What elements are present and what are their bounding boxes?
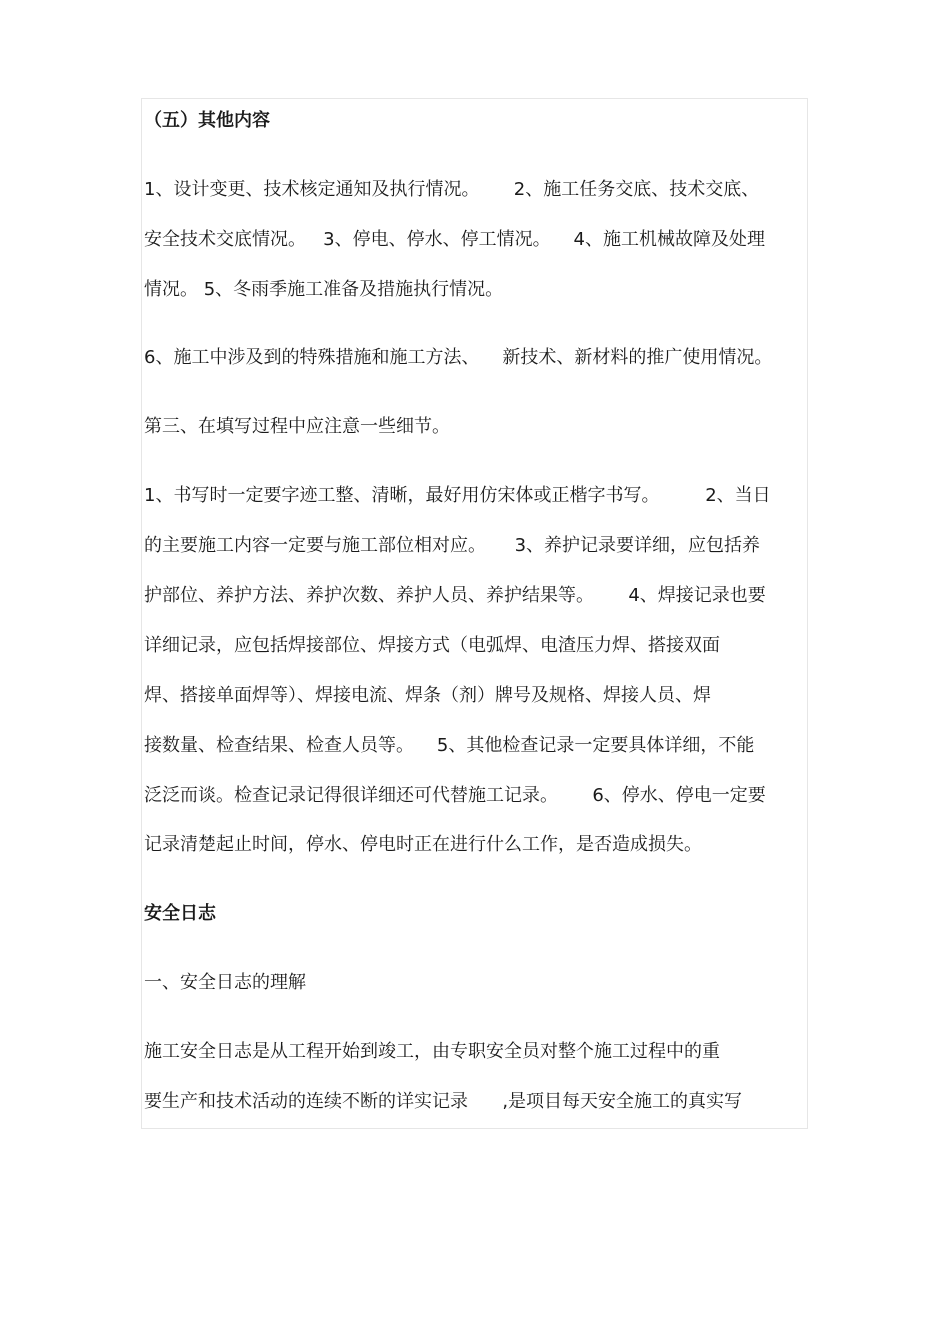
paragraph-line: 情况。 5、冬雨季施工准备及措施执行情况。 (144, 279, 504, 300)
section-heading-safety: 安全日志 (144, 903, 216, 924)
paragraph-line: 记录清楚起止时间，停水、停电时正在进行什么工作，是否造成损失。 (144, 834, 702, 855)
paragraph-line: 安全技术交底情况。 3、停电、停水、停工情况。 4、施工机械故障及处理 (144, 229, 765, 250)
paragraph-line: 6、施工中涉及到的特殊措施和施工方法、 新技术、新材料的推广使用情况。 (144, 347, 773, 368)
paragraph-line: 1、设计变更、技术核定通知及执行情况。 2、施工任务交底、技术交底、 (144, 179, 760, 200)
paragraph-line: 焊、搭接单面焊等）、焊接电流、焊条（剂）牌号及规格、焊接人员、焊 (144, 685, 711, 706)
section-heading-other: （五）其他内容 (144, 110, 270, 131)
paragraph-line: 要生产和技术活动的连续不断的详实记录 ,是项目每天安全施工的真实写 (144, 1091, 743, 1112)
paragraph-line: 1、书写时一定要字迹工整、清晰，最好用仿宋体或正楷字书写。 2、当日 (144, 485, 771, 506)
subsection-title: 一、安全日志的理解 (144, 972, 306, 993)
paragraph-title: 第三、在填写过程中应注意一些细节。 (144, 416, 450, 437)
paragraph-line: 护部位、养护方法、养护次数、养护人员、养护结果等。 4、焊接记录也要 (144, 585, 766, 606)
paragraph-line: 泛泛而谈。检查记录记得很详细还可代替施工记录。 6、停水、停电一定要 (144, 785, 766, 806)
paragraph-line: 施工安全日志是从工程开始到竣工，由专职安全员对整个施工过程中的重 (144, 1041, 720, 1062)
paragraph-line: 详细记录，应包括焊接部位、焊接方式（电弧焊、电渣压力焊、搭接双面 (144, 635, 720, 656)
paragraph-line: 接数量、检查结果、检查人员等。 5、其他检查记录一定要具体详细，不能 (144, 735, 755, 756)
paragraph-line: 的主要施工内容一定要与施工部位相对应。 3、养护记录要详细，应包括养 (144, 535, 761, 556)
